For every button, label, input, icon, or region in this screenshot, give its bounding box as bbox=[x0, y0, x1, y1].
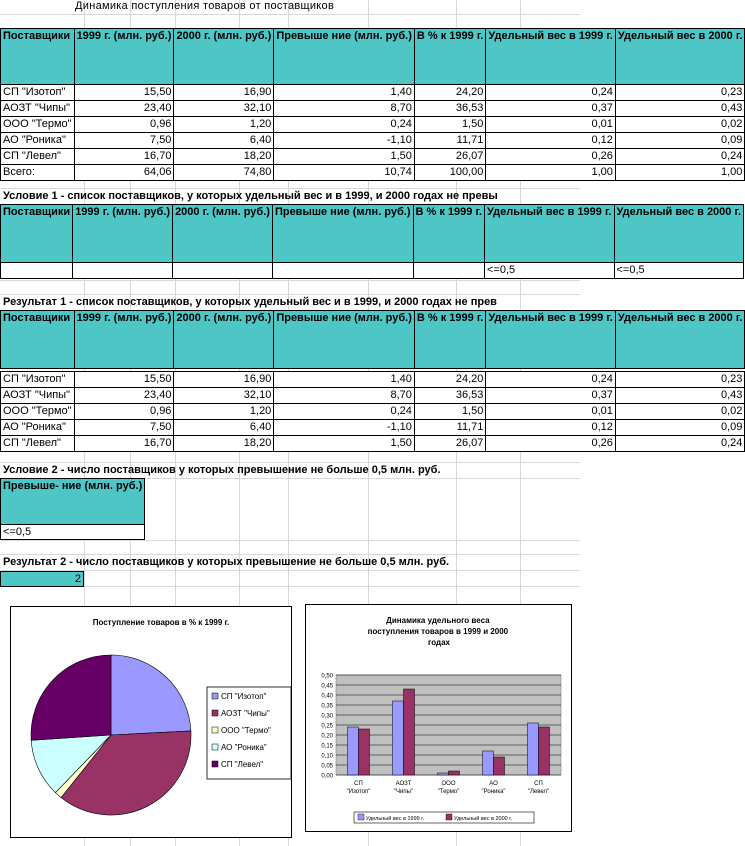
bar bbox=[393, 701, 404, 775]
legend-label: ООО "Термо" bbox=[221, 726, 271, 735]
value-cell[interactable]: 0,24 bbox=[615, 436, 745, 452]
value-cell[interactable]: 23,40 bbox=[74, 101, 174, 117]
supplier-cell[interactable]: ООО "Термо" bbox=[1, 117, 75, 133]
header-cell: Удельный вес в 1999 г. bbox=[486, 311, 616, 369]
supplier-cell[interactable]: АО "Роника" bbox=[1, 420, 75, 436]
header-cell: В % к 1999 г. bbox=[413, 205, 484, 263]
table-row bbox=[1, 101, 745, 117]
legend-swatch bbox=[212, 761, 218, 767]
value-cell[interactable]: 0,01 bbox=[486, 404, 616, 420]
value-cell[interactable]: 1,00 bbox=[486, 165, 616, 181]
value-cell[interactable]: 0,09 bbox=[615, 420, 745, 436]
x-tick-label-line: ООО bbox=[441, 781, 456, 787]
table-row bbox=[1, 420, 745, 436]
x-tick-label-line: СП bbox=[354, 781, 363, 787]
criteria-cell[interactable]: <=0,5 bbox=[614, 263, 744, 279]
value-cell[interactable]: 0,01 bbox=[486, 117, 616, 133]
header-cell: 2000 г. (млн. руб.) bbox=[174, 29, 274, 85]
supplier-cell[interactable]: СП "Левел" bbox=[1, 436, 75, 452]
condition2-table bbox=[0, 478, 145, 540]
criteria-cell[interactable] bbox=[73, 263, 173, 279]
supplier-cell[interactable]: СП "Левел" bbox=[1, 149, 75, 165]
y-tick-label: 0,35 bbox=[321, 703, 333, 710]
supplier-cell[interactable]: АОЗТ "Чипы" bbox=[1, 388, 75, 404]
header-cell: 2000 г. (млн. руб.) bbox=[174, 311, 274, 369]
table-row bbox=[1, 404, 745, 420]
supplier-cell[interactable]: ООО "Термо" bbox=[1, 404, 75, 420]
x-tick-label-line: "Чипы" bbox=[393, 789, 414, 795]
value-cell[interactable]: 0,26 bbox=[486, 149, 616, 165]
x-tick-label bbox=[528, 781, 549, 795]
value-cell[interactable]: 6,40 bbox=[174, 420, 274, 436]
value-cell[interactable]: 26,07 bbox=[414, 149, 485, 165]
legend-swatch bbox=[446, 814, 452, 820]
value-cell[interactable]: 64,06 bbox=[74, 165, 174, 181]
main-table bbox=[0, 28, 745, 181]
legend-label: Удельный вес в 1999 г. bbox=[366, 816, 425, 822]
table-row bbox=[1, 436, 745, 452]
value-cell[interactable]: 0,26 bbox=[486, 436, 616, 452]
x-tick-label-line: АО bbox=[489, 781, 498, 787]
header-cell: Удельный вес в 2000 г. bbox=[615, 29, 745, 85]
criteria-cell[interactable] bbox=[1, 263, 73, 279]
header-cell: 1999 г. (млн. руб.) bbox=[73, 205, 173, 263]
x-tick-label bbox=[438, 781, 460, 795]
y-tick-label: 0,10 bbox=[321, 753, 333, 760]
value-cell[interactable]: 11,71 bbox=[414, 133, 485, 149]
legend-label: АО "Роника" bbox=[221, 743, 267, 752]
table-row bbox=[1, 388, 745, 404]
value-cell[interactable]: 1,40 bbox=[274, 372, 415, 388]
value-cell[interactable]: 6,40 bbox=[174, 133, 274, 149]
value-cell[interactable]: 24,20 bbox=[414, 85, 485, 101]
y-tick-label: 0,20 bbox=[321, 733, 333, 740]
legend-label: СП "Изотоп" bbox=[221, 692, 267, 701]
pie-chart-svg bbox=[11, 607, 291, 837]
bar bbox=[539, 727, 550, 775]
x-tick-label-line: АОЗТ bbox=[395, 781, 412, 787]
header-cell: 2000 г. (млн. руб.) bbox=[173, 205, 273, 263]
bar-title bbox=[368, 616, 511, 647]
result1-label: Результат 1 - список поставщиков, у которых удельный вес и в 1999, и 2000 годах не прев bbox=[3, 296, 497, 308]
legend-swatch bbox=[358, 814, 364, 820]
criteria-cell[interactable] bbox=[173, 263, 273, 279]
value-cell[interactable]: 15,50 bbox=[74, 372, 174, 388]
bar bbox=[348, 727, 359, 775]
value-cell[interactable]: 7,50 bbox=[74, 133, 174, 149]
table-row bbox=[1, 165, 745, 181]
supplier-cell[interactable]: Всего: bbox=[1, 165, 75, 181]
criteria-cell[interactable]: <=0,5 bbox=[484, 263, 614, 279]
value-cell[interactable]: 18,20 bbox=[174, 436, 274, 452]
x-tick-label bbox=[481, 781, 505, 795]
header-cell: Удельный вес в 2000 г. bbox=[614, 205, 744, 263]
header-cell: Поставщики bbox=[1, 205, 73, 263]
value-cell[interactable]: 0,23 bbox=[615, 85, 745, 101]
header-cell: 1999 г. (млн. руб.) bbox=[74, 311, 174, 369]
value-cell[interactable]: 0,12 bbox=[486, 420, 616, 436]
y-tick-label: 0,25 bbox=[321, 723, 333, 730]
header-cell: 1999 г. (млн. руб.) bbox=[74, 29, 174, 85]
y-tick-label: 0,50 bbox=[321, 673, 333, 680]
value-cell[interactable]: 0,37 bbox=[486, 388, 616, 404]
value-cell[interactable]: 0,24 bbox=[615, 149, 745, 165]
header-cell: Превыше ние (млн. руб.) bbox=[272, 205, 413, 263]
criteria-cell[interactable]: <=0,5 bbox=[1, 525, 145, 540]
y-tick-label: 0,15 bbox=[321, 743, 333, 750]
bar bbox=[483, 751, 494, 775]
condition2-label: Условие 2 - число поставщиков у которых превышение не больше 0,5 млн. руб. bbox=[3, 464, 441, 476]
header-cell: Удельный вес в 2000 г. bbox=[615, 311, 745, 369]
value-cell[interactable]: 0,96 bbox=[74, 404, 174, 420]
table-row bbox=[1, 85, 745, 101]
value-cell[interactable]: 1,50 bbox=[414, 117, 485, 133]
header-cell: В % к 1999 г. bbox=[414, 29, 485, 85]
bar bbox=[438, 773, 449, 775]
bar bbox=[449, 771, 460, 775]
legend-label: Удельный вес в 2000 г. bbox=[454, 816, 513, 822]
value-cell[interactable]: 26,07 bbox=[414, 436, 485, 452]
legend-swatch bbox=[212, 727, 218, 733]
x-tick-label bbox=[394, 781, 413, 795]
result2-label: Результат 2 - число поставщиков у которых превышение не больше 0,5 млн. руб. bbox=[3, 556, 450, 568]
header-cell: Поставщики bbox=[1, 29, 75, 85]
value-cell[interactable]: 36,53 bbox=[414, 388, 485, 404]
y-tick-label: 0,45 bbox=[321, 683, 333, 690]
bar-chart-svg bbox=[306, 605, 571, 831]
value-cell[interactable]: 32,10 bbox=[174, 388, 274, 404]
value-cell[interactable]: 32,10 bbox=[174, 101, 274, 117]
value-cell[interactable]: 16,90 bbox=[174, 372, 274, 388]
bar-title-line1: Динамика удельного веса bbox=[386, 616, 490, 625]
value-cell[interactable]: 1,20 bbox=[174, 117, 274, 133]
value-cell[interactable]: 8,70 bbox=[274, 388, 415, 404]
x-tick-label-line: "Термо" bbox=[437, 789, 460, 795]
x-tick-label-line: "Роника" bbox=[481, 789, 506, 795]
value-cell[interactable]: 23,40 bbox=[74, 388, 174, 404]
value-cell[interactable]: 16,70 bbox=[74, 149, 174, 165]
table-row bbox=[1, 372, 745, 388]
value-cell[interactable]: 1,50 bbox=[414, 404, 485, 420]
pie-slice bbox=[111, 655, 191, 735]
bar-title-line3: годах bbox=[428, 638, 450, 647]
table-row bbox=[1, 117, 745, 133]
y-tick-label: 0,40 bbox=[321, 693, 333, 700]
header-cell: Превыше- ние (млн. руб.) bbox=[1, 479, 145, 525]
value-cell[interactable]: 24,20 bbox=[414, 372, 485, 388]
value-cell[interactable]: 0,24 bbox=[486, 372, 616, 388]
value-cell[interactable]: 74,80 bbox=[174, 165, 274, 181]
value-cell[interactable]: 7,50 bbox=[74, 420, 174, 436]
legend-swatch bbox=[212, 744, 218, 750]
value-cell[interactable]: 0,23 bbox=[615, 372, 745, 388]
value-cell[interactable]: 11,71 bbox=[414, 420, 485, 436]
criteria-cell[interactable] bbox=[413, 263, 484, 279]
header-cell: Превыше ние (млн. руб.) bbox=[274, 311, 415, 369]
y-tick-label: 0,00 bbox=[321, 773, 333, 780]
value-cell[interactable]: 16,90 bbox=[174, 85, 274, 101]
value-cell[interactable]: 8,70 bbox=[274, 101, 415, 117]
supplier-cell[interactable]: АО "Роника" bbox=[1, 133, 75, 149]
value-cell[interactable]: 0,02 bbox=[615, 117, 745, 133]
value-cell[interactable]: 0,24 bbox=[486, 85, 616, 101]
value-cell[interactable]: 0,02 bbox=[615, 404, 745, 420]
bar bbox=[528, 723, 539, 775]
value-cell[interactable]: 0,96 bbox=[74, 117, 174, 133]
value-cell[interactable]: 1,50 bbox=[274, 436, 415, 452]
table-row bbox=[1, 149, 745, 165]
condition1-table bbox=[0, 204, 744, 279]
x-tick-label-line: СП bbox=[534, 781, 543, 787]
legend-label: СП "Левел" bbox=[221, 760, 264, 769]
value-cell[interactable]: 0,43 bbox=[615, 388, 745, 404]
legend-label: АОЗТ "Чипы" bbox=[221, 709, 270, 718]
sheet-title: Динамика поступления товаров от поставщиков bbox=[75, 0, 335, 12]
bar-title-line2: поступления товаров в 1999 и 2000 bbox=[367, 627, 509, 636]
value-cell[interactable]: 18,20 bbox=[174, 149, 274, 165]
value-cell[interactable]: 15,50 bbox=[74, 85, 174, 101]
value-cell[interactable]: 0,43 bbox=[615, 101, 745, 117]
value-cell[interactable]: -1,10 bbox=[274, 133, 415, 149]
legend-swatch bbox=[212, 693, 218, 699]
pie-slice bbox=[31, 655, 111, 740]
value-cell[interactable]: 1,50 bbox=[274, 149, 415, 165]
supplier-cell[interactable]: АОЗТ "Чипы" bbox=[1, 101, 75, 117]
header-cell: Поставщики bbox=[1, 311, 75, 369]
result2-value[interactable]: 2 bbox=[1, 572, 84, 587]
supplier-cell[interactable]: СП "Изотоп" bbox=[1, 85, 75, 101]
value-cell[interactable]: 1,40 bbox=[274, 85, 415, 101]
value-cell[interactable]: 0,37 bbox=[486, 101, 616, 117]
pie-title: Поступление товаров в % к 1999 г. bbox=[92, 618, 230, 627]
x-tick-label bbox=[347, 781, 371, 795]
value-cell[interactable]: 0,24 bbox=[274, 117, 415, 133]
bar bbox=[404, 689, 415, 775]
value-cell[interactable]: 36,53 bbox=[414, 101, 485, 117]
value-cell[interactable]: -1,10 bbox=[274, 420, 415, 436]
bar bbox=[359, 729, 370, 775]
condition1-label: Условие 1 - список поставщиков, у которых удельный вес и в 1999, и 2000 годах не превы bbox=[3, 190, 498, 202]
value-cell[interactable]: 1,20 bbox=[174, 404, 274, 420]
header-cell: Удельный вес в 1999 г. bbox=[486, 29, 616, 85]
result1-table bbox=[0, 310, 745, 452]
x-tick-label-line: "Изотоп" bbox=[346, 789, 371, 795]
header-cell: Удельный вес в 1999 г. bbox=[484, 205, 614, 263]
bar-chart[interactable] bbox=[305, 604, 572, 832]
supplier-cell[interactable]: СП "Изотоп" bbox=[1, 372, 75, 388]
y-tick-label: 0,05 bbox=[321, 763, 333, 770]
value-cell[interactable]: 16,70 bbox=[74, 436, 174, 452]
value-cell[interactable]: 0,12 bbox=[486, 133, 616, 149]
value-cell[interactable]: 0,24 bbox=[274, 404, 415, 420]
x-tick-label-line: "Левел" bbox=[527, 789, 550, 795]
value-cell[interactable]: 1,00 bbox=[615, 165, 745, 181]
table-row bbox=[1, 133, 745, 149]
bar bbox=[494, 757, 505, 775]
value-cell[interactable]: 10,74 bbox=[274, 165, 415, 181]
value-cell[interactable]: 0,09 bbox=[615, 133, 745, 149]
result2-table bbox=[0, 571, 84, 587]
criteria-cell[interactable] bbox=[272, 263, 413, 279]
value-cell[interactable]: 100,00 bbox=[414, 165, 485, 181]
pie-chart[interactable] bbox=[10, 606, 292, 838]
y-tick-label: 0,30 bbox=[321, 713, 333, 720]
legend-swatch bbox=[212, 710, 218, 716]
header-cell: Превыше ние (млн. руб.) bbox=[274, 29, 415, 85]
header-cell: В % к 1999 г. bbox=[414, 311, 485, 369]
